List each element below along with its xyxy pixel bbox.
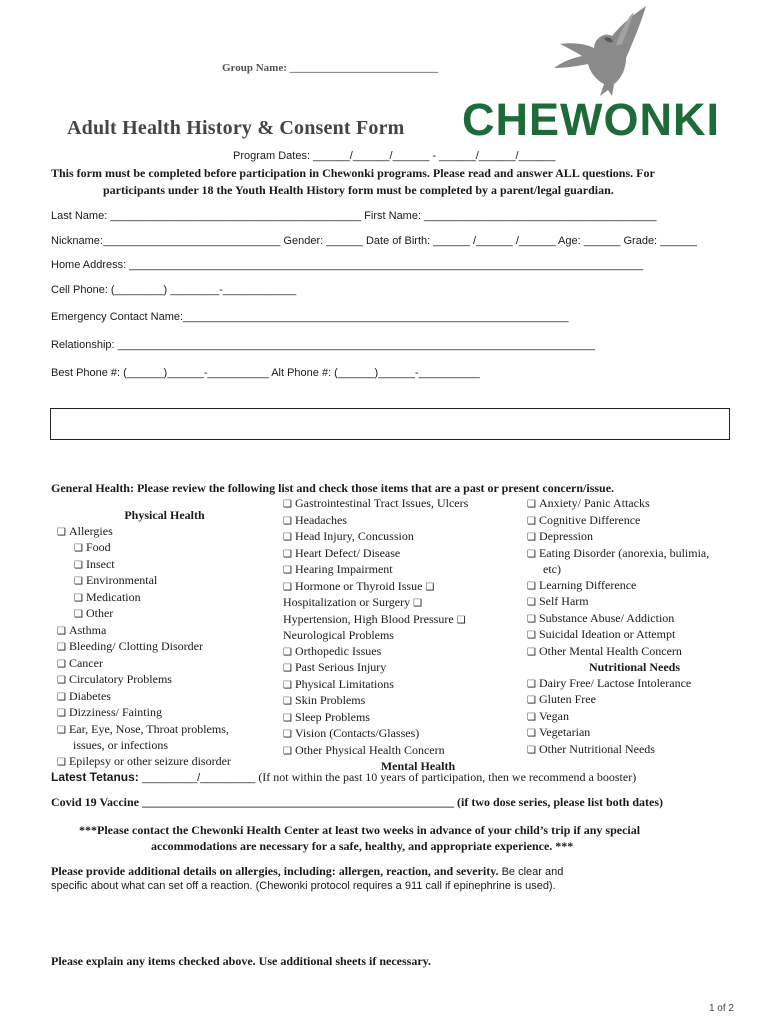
checklist-label: Other Physical Health Concern (294, 742, 445, 757)
checklist-label: Allergies (68, 523, 113, 538)
checkbox-icon[interactable]: ❑ (527, 744, 536, 756)
checkbox-icon[interactable]: ❑ (456, 614, 466, 626)
checkbox-icon[interactable]: ❑ (74, 592, 83, 604)
checklist-item[interactable] (57, 573, 272, 590)
checklist-label: Anxiety/ Panic Attacks (538, 496, 650, 510)
checkbox-icon[interactable]: ❑ (57, 658, 66, 670)
office-use-box[interactable] (50, 408, 730, 440)
name-fields[interactable]: Last Name: _________________________________________ First Name: ______________________________________ (51, 210, 657, 222)
checklist-label: Skin Problems (294, 693, 366, 707)
checklist-item[interactable] (283, 693, 523, 710)
checkbox-icon[interactable]: ❑ (527, 711, 536, 723)
checkbox-icon[interactable]: ❑ (527, 728, 536, 739)
checklist-item[interactable] (283, 743, 523, 760)
checkbox-icon[interactable]: ❑ (57, 724, 66, 736)
checklist-item: Hypertension, High Blood Pressure ❑ (283, 611, 466, 626)
checklist-item[interactable] (527, 594, 742, 611)
checklist-item[interactable] (57, 639, 272, 656)
checklist-label: Asthma (68, 622, 107, 637)
checklist-label: Bleeding/ Clotting Disorder (68, 639, 203, 653)
checklist-label: Depression (538, 529, 593, 543)
checklist-label: Gastrointestinal Tract Issues, Ulcers (294, 496, 469, 510)
checklist-label: Hearing Impairment (294, 562, 393, 576)
checklist-item: Hospitalization or Surgery ❑ (283, 595, 423, 609)
checklist-item[interactable] (283, 529, 523, 546)
checklist-label: Vision (Contacts/Glasses) (294, 726, 420, 740)
intro-line-1: This form must be completed before participation in Chewonki programs. Please read and answer ALL questions. For (51, 166, 655, 180)
checklist-item[interactable] (527, 644, 742, 661)
tetanus-label: Latest Tetanus: (51, 770, 143, 784)
general-health-intro: General Health: Please review the following list and check those items that are a past or present concern/issue. (51, 481, 615, 495)
checklist-item[interactable] (527, 692, 742, 709)
checkbox-icon[interactable]: ❑ (57, 526, 66, 538)
checkbox-icon[interactable]: ❑ (425, 581, 435, 593)
checkbox-icon[interactable]: ❑ (527, 597, 536, 608)
checklist-item[interactable] (57, 722, 272, 739)
checkbox-icon[interactable]: ❑ (527, 630, 536, 641)
checklist-label: Suicidal Ideation or Attempt (538, 627, 676, 641)
checkbox-icon[interactable]: ❑ (413, 598, 423, 609)
checklist-label: Vegan (538, 708, 569, 723)
physical-health-column-2 (283, 496, 523, 775)
checklist-label: Diabetes (68, 688, 111, 703)
checkbox-icon[interactable]: ❑ (283, 696, 292, 707)
checklist-label: Sleep Problems (294, 709, 370, 724)
checkbox-icon[interactable]: ❑ (527, 695, 536, 706)
checklist-label: Other Mental Health Concern (538, 643, 682, 658)
checklist-label: Cancer (68, 655, 103, 670)
checklist-item[interactable] (283, 677, 523, 694)
checkbox-icon[interactable]: ❑ (283, 548, 292, 560)
covid-vaccine-field[interactable]: Covid 19 Vaccine ____________________________________________________ (if two dose series, please list both dates) (51, 795, 663, 809)
checkbox-icon[interactable]: ❑ (74, 543, 83, 554)
checkbox-icon[interactable]: ❑ (527, 515, 536, 527)
checkbox-icon[interactable]: ❑ (57, 642, 66, 653)
checkbox-icon[interactable]: ❑ (283, 646, 292, 658)
checklist-label: Headaches (294, 512, 347, 527)
checklist-item[interactable] (57, 557, 272, 574)
checklist-item[interactable] (527, 513, 742, 530)
checklist-item[interactable] (283, 710, 523, 727)
checklist-item[interactable] (283, 726, 523, 743)
checklist-item: Neurological Problems (283, 628, 394, 642)
checklist-label: Other (85, 606, 114, 620)
tetanus-date-field[interactable]: _________/_________ (142, 772, 256, 784)
checkbox-icon[interactable]: ❑ (283, 515, 292, 527)
checklist-item[interactable] (527, 742, 742, 759)
checklist-item[interactable]: ❑ Epilepsy or other seizure disorder (57, 753, 231, 768)
contact-notice-line-2: accommodations are necessary for a safe, healthy, and appropriate experience. *** (151, 839, 574, 853)
checklist-item[interactable] (527, 725, 742, 742)
checkbox-icon[interactable]: ❑ (57, 675, 66, 686)
checklist-label: Vegetarian (538, 725, 591, 739)
checklist-item[interactable] (527, 578, 742, 595)
checklist-item[interactable] (57, 705, 272, 722)
group-name-field[interactable]: Group Name: ___________________________ (222, 62, 439, 74)
mental-nutrition-column (527, 496, 742, 758)
checklist-label: Heart Defect/ Disease (294, 545, 401, 560)
osprey-icon (538, 4, 650, 99)
checklist-continuation: etc) (543, 562, 561, 576)
checkbox-icon[interactable]: ❑ (57, 691, 66, 703)
checklist-label: Eating Disorder (anorexia, bulimia, (538, 545, 710, 560)
phone-numbers-field[interactable]: Best Phone #: (______)______-__________ Alt Phone #: (______)______-__________ (51, 367, 480, 379)
checklist-label: Environmental (85, 573, 158, 587)
intro-line-2: participants under 18 the Youth Health History form must be completed by a parent/legal guardian. (103, 183, 614, 197)
checkbox-icon[interactable]: ❑ (527, 499, 536, 510)
checkbox-icon[interactable]: ❑ (527, 678, 536, 690)
checklist-item[interactable] (283, 496, 523, 513)
explain-prompt: Please explain any items checked above. Use additional sheets if necessary. (51, 954, 431, 968)
checklist-label: Dairy Free/ Lactose Intolerance (538, 675, 692, 690)
mental-health-header: Mental Health (380, 759, 456, 773)
checklist-label: Substance Abuse/ Addiction (538, 610, 675, 625)
form-title: Adult Health History & Consent Form (67, 117, 405, 139)
checkbox-icon[interactable]: ❑ (527, 532, 536, 543)
checkbox-icon[interactable]: ❑ (283, 729, 292, 740)
checklist-item[interactable] (283, 660, 523, 677)
home-address-field[interactable]: Home Address: ____________________________________________________________________________________ (51, 259, 644, 271)
checklist-label: Orthopedic Issues (294, 643, 382, 658)
checklist-label: Physical Limitations (294, 676, 394, 691)
checklist-label: Self Harm (538, 594, 589, 608)
checklist-item[interactable] (57, 656, 272, 673)
checklist-item[interactable] (57, 540, 272, 557)
checklist-item[interactable] (527, 529, 742, 546)
checklist-label: Insect (85, 556, 115, 571)
checklist-label: Gluten Free (538, 692, 596, 706)
checkbox-icon[interactable]: ❑ (57, 625, 66, 637)
checklist-label: Medication (85, 589, 141, 604)
physical-health-header: Physical Health (124, 508, 205, 522)
checklist-label: Learning Difference (538, 577, 637, 592)
checkbox-icon[interactable]: ❑ (74, 609, 83, 620)
checkbox-icon[interactable]: ❑ (283, 581, 292, 593)
checklist-item[interactable] (283, 562, 523, 579)
checklist-item[interactable] (527, 611, 742, 628)
checklist-item[interactable] (57, 623, 272, 640)
checkbox-icon[interactable]: ❑ (283, 565, 292, 576)
cell-phone-field[interactable]: Cell Phone: (________) ________-____________ (51, 284, 297, 296)
checklist-item[interactable] (527, 709, 742, 726)
checklist-item[interactable] (527, 627, 742, 644)
checklist-item[interactable] (283, 546, 523, 563)
checklist-label: Food (85, 540, 111, 554)
checkbox-icon[interactable]: ❑ (283, 679, 292, 691)
checkbox-icon[interactable]: ❑ (57, 708, 66, 719)
tetanus-row[interactable] (51, 770, 636, 785)
contact-notice-line-1: ***Please contact the Chewonki Health Center at least two weeks in advance of your child’s trip if any special (79, 823, 641, 837)
checklist-label: Other Nutritional Needs (538, 741, 655, 756)
physical-health-column (57, 508, 272, 770)
allergy-details-prompt: Please provide additional details on allergies, including: allergen, reaction, and severity. Be clear and (51, 864, 564, 878)
page-number: 1 of 2 (708, 1003, 734, 1014)
checklist-item[interactable] (527, 546, 742, 563)
checkbox-icon[interactable]: ❑ (283, 663, 292, 674)
checklist-item[interactable] (283, 513, 523, 530)
checkbox-icon[interactable]: ❑ (74, 576, 83, 587)
nickname-gender-dob-row[interactable]: Nickname:_____________________________ Gender: ______ Date of Birth: ______ /______ /______ Age: ______ Grade: ______ (51, 235, 697, 247)
emergency-contact-field[interactable]: Emergency Contact Name:_______________________________________________________________ (51, 311, 569, 323)
checklist-item[interactable] (57, 689, 272, 706)
checklist-label: Past Serious Injury (294, 660, 387, 674)
checkbox-icon[interactable]: ❑ (527, 548, 536, 560)
checkbox-icon[interactable]: ❑ (527, 580, 536, 592)
checklist-continuation: issues, or infections (73, 738, 168, 752)
checklist-label: Cognitive Difference (538, 512, 641, 527)
checklist-label: Ear, Eye, Nose, Throat problems, (68, 721, 229, 736)
checkbox-icon[interactable]: ❑ (283, 745, 292, 757)
nutritional-needs-header: Nutritional Needs (589, 660, 680, 674)
checkbox-icon[interactable]: ❑ (527, 613, 536, 625)
checkbox-icon[interactable]: ❑ (283, 712, 292, 724)
relationship-field[interactable]: Relationship: ______________________________________________________________________________ (51, 339, 595, 351)
program-dates-field[interactable]: Program Dates: ______/______/______ - ______/______/______ (233, 150, 556, 162)
checkbox-icon[interactable]: ❑ (74, 559, 83, 571)
checklist-label: Dizziness/ Fainting (68, 705, 162, 719)
allergy-details-line-2: specific about what can set off a reaction. (Chewonki protocol requires a 911 call if epinephrine is used). (51, 880, 556, 892)
checklist-item[interactable] (57, 590, 272, 607)
checkbox-icon[interactable]: ❑ (283, 499, 292, 510)
checklist-item[interactable] (57, 524, 272, 541)
checklist-item[interactable] (57, 672, 272, 689)
checklist-item[interactable] (527, 676, 742, 693)
checklist-label: Circulatory Problems (68, 672, 172, 686)
tetanus-note: (If not within the past 10 years of participation, then we recommend a booster) (255, 770, 637, 784)
chewonki-logo: CHEWONKI (462, 94, 720, 145)
checklist-item[interactable] (527, 496, 742, 513)
checkbox-icon[interactable]: ❑ (283, 532, 292, 543)
checklist-item[interactable]: ❑ Hormone or Thyroid Issue ❑ (283, 578, 435, 593)
checklist-item[interactable] (57, 606, 272, 623)
checklist-item[interactable] (283, 644, 523, 661)
checklist-label: Head Injury, Concussion (294, 529, 414, 543)
checkbox-icon[interactable]: ❑ (57, 756, 66, 768)
checkbox-icon[interactable]: ❑ (527, 646, 536, 658)
